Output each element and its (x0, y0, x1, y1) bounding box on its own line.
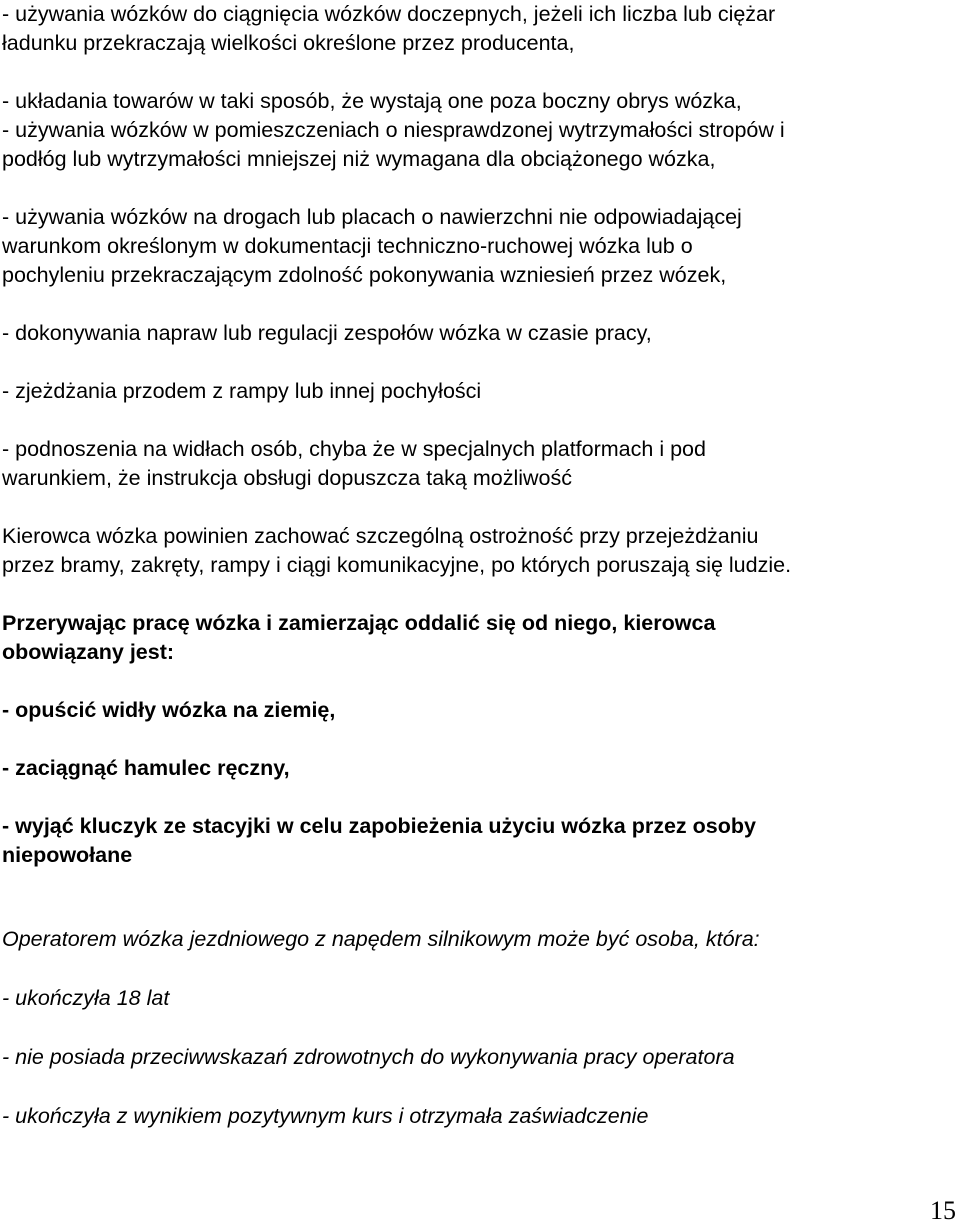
text-line: pochyleniu przekraczającym zdolność pokonywania wzniesień przez wózek, (2, 263, 727, 287)
text-line: przez bramy, zakręty, rampy i ciągi komunikacyjne, po których poruszają się ludzie. (2, 553, 792, 577)
text-line: - układania towarów w taki sposób, że wystają one poza boczny obrys wózka, (2, 89, 742, 113)
bold-list-item: - wyjąć kluczyk ze stacyjki w celu zapobieżenia użyciu wózka przez osoby (2, 814, 756, 838)
text-line: - używania wózków do ciągnięcia wózków doczepnych, jeżeli ich liczba lub ciężar (2, 2, 776, 26)
text-line: podłóg lub wytrzymałości mniejszej niż wymagana dla obciążonego wózka, (2, 147, 716, 171)
text-line: warunkiem, że instrukcja obsługi dopuszcza taką możliwość (2, 466, 572, 490)
text-line: - dokonywania napraw lub regulacji zespołów wózka w czasie pracy, (2, 321, 652, 345)
text-line: - zjeżdżania przodem z rampy lub innej pochyłości (2, 379, 482, 403)
italic-list-item: - ukończyła z wynikiem pozytywnym kurs i otrzymała zaświadczenie (2, 1104, 649, 1128)
italic-heading-line: Operatorem wózka jezdniowego z napędem silnikowym może być osoba, która: (2, 927, 760, 951)
text-line: ładunku przekraczają wielkości określone przez producenta, (2, 31, 575, 55)
text-line: Kierowca wózka powinien zachować szczególną ostrożność przy przejeżdżaniu (2, 524, 759, 548)
text-line: - używania wózków w pomieszczeniach o niesprawdzonej wytrzymałości stropów i (2, 118, 785, 142)
bold-heading-line: Przerywając pracę wózka i zamierzając oddalić się od niego, kierowca (2, 611, 716, 635)
text-line: warunkom określonym w dokumentacji techniczno-ruchowej wózka lub o (2, 234, 693, 258)
bold-list-item: niepowołane (2, 843, 133, 867)
italic-list-item: - nie posiada przeciwwskazań zdrowotnych do wykonywania pracy operatora (2, 1045, 735, 1069)
text-line: - podnoszenia na widłach osób, chyba że w specjalnych platformach i pod (2, 437, 706, 461)
page-number: 15 (930, 1196, 956, 1225)
bold-list-item: - zaciągnąć hamulec ręczny, (2, 756, 290, 780)
bold-heading-line: obowiązany jest: (2, 640, 175, 664)
italic-list-item: - ukończyła 18 lat (2, 986, 170, 1010)
text-line: - używania wózków na drogach lub placach o nawierzchni nie odpowiadającej (2, 205, 742, 229)
bold-list-item: - opuścić widły wózka na ziemię, (2, 698, 336, 722)
